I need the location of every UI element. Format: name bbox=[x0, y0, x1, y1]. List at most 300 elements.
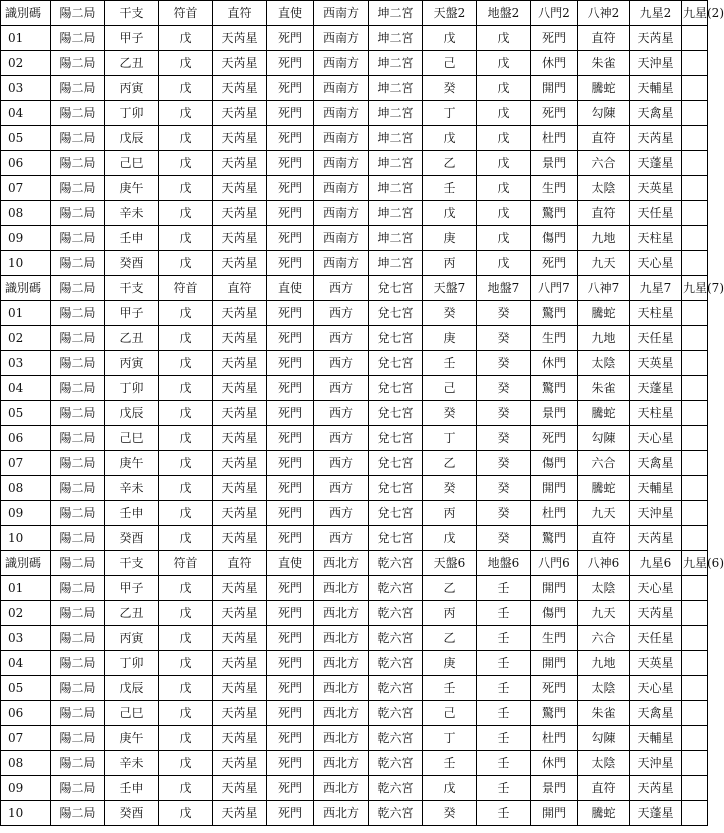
header-zhishi: 直使 bbox=[267, 1, 314, 26]
cell-tianpan: 丁 bbox=[423, 726, 477, 751]
cell-bashen: 太陰 bbox=[578, 576, 630, 601]
cell-zhishi: 死門 bbox=[267, 76, 314, 101]
cell-jiuxing-alt bbox=[682, 651, 708, 676]
cell-ju: 陽二局 bbox=[51, 676, 105, 701]
cell-jiuxing-alt bbox=[682, 301, 708, 326]
cell-zhifu: 天芮星 bbox=[213, 526, 267, 551]
cell-bamen: 死門 bbox=[531, 101, 578, 126]
cell-zhifu: 天芮星 bbox=[213, 576, 267, 601]
cell-id: 04 bbox=[1, 101, 51, 126]
header-ju: 陽二局 bbox=[51, 276, 105, 301]
cell-dipan: 癸 bbox=[477, 301, 531, 326]
cell-bamen: 死門 bbox=[531, 426, 578, 451]
header-zhifu: 直符 bbox=[213, 276, 267, 301]
cell-id: 07 bbox=[1, 451, 51, 476]
cell-jiuxing-alt bbox=[682, 751, 708, 776]
cell-bamen: 驚門 bbox=[531, 201, 578, 226]
cell-zhishi: 死門 bbox=[267, 701, 314, 726]
cell-direction: 西北方 bbox=[314, 576, 369, 601]
cell-jiuxing-alt bbox=[682, 326, 708, 351]
cell-dipan: 癸 bbox=[477, 426, 531, 451]
cell-palace: 兌七宮 bbox=[369, 526, 423, 551]
cell-tianpan: 戊 bbox=[423, 126, 477, 151]
cell-zhishi: 死門 bbox=[267, 126, 314, 151]
cell-palace: 坤二宮 bbox=[369, 226, 423, 251]
cell-direction: 西南方 bbox=[314, 101, 369, 126]
cell-bamen: 開門 bbox=[531, 476, 578, 501]
cell-bamen: 開門 bbox=[531, 76, 578, 101]
cell-ganzhi: 丁卯 bbox=[105, 651, 159, 676]
cell-bamen: 生門 bbox=[531, 176, 578, 201]
cell-bamen: 景門 bbox=[531, 151, 578, 176]
table-row bbox=[1, 726, 708, 751]
cell-zhifu: 天芮星 bbox=[213, 301, 267, 326]
header-palace: 乾六宮 bbox=[369, 551, 423, 576]
cell-zhifu: 天芮星 bbox=[213, 501, 267, 526]
cell-bashen: 直符 bbox=[578, 126, 630, 151]
cell-palace: 兌七宮 bbox=[369, 426, 423, 451]
cell-direction: 西方 bbox=[314, 351, 369, 376]
cell-ganzhi: 丙寅 bbox=[105, 76, 159, 101]
cell-tianpan: 丙 bbox=[423, 601, 477, 626]
header-ju: 陽二局 bbox=[51, 1, 105, 26]
cell-direction: 西方 bbox=[314, 301, 369, 326]
cell-direction: 西南方 bbox=[314, 226, 369, 251]
cell-ju: 陽二局 bbox=[51, 376, 105, 401]
header-zhifu: 直符 bbox=[213, 1, 267, 26]
cell-ganzhi: 戊辰 bbox=[105, 126, 159, 151]
header-ju: 陽二局 bbox=[51, 551, 105, 576]
cell-ju: 陽二局 bbox=[51, 701, 105, 726]
cell-dipan: 壬 bbox=[477, 751, 531, 776]
cell-jiuxing: 天沖星 bbox=[630, 751, 682, 776]
cell-zhishi: 死門 bbox=[267, 801, 314, 826]
cell-jiuxing-alt bbox=[682, 201, 708, 226]
cell-dipan: 癸 bbox=[477, 476, 531, 501]
cell-jiuxing: 天芮星 bbox=[630, 526, 682, 551]
cell-tianpan: 乙 bbox=[423, 451, 477, 476]
table-row bbox=[1, 476, 708, 501]
cell-jiuxing: 天芮星 bbox=[630, 126, 682, 151]
cell-bashen: 直符 bbox=[578, 201, 630, 226]
header-zhishi: 直使 bbox=[267, 276, 314, 301]
cell-palace: 坤二宮 bbox=[369, 26, 423, 51]
cell-jiuxing-alt bbox=[682, 26, 708, 51]
cell-fushou: 戊 bbox=[159, 626, 213, 651]
cell-bashen: 勾陳 bbox=[578, 101, 630, 126]
cell-fushou: 戊 bbox=[159, 526, 213, 551]
cell-fushou: 戊 bbox=[159, 801, 213, 826]
cell-jiuxing: 天芮星 bbox=[630, 601, 682, 626]
cell-fushou: 戊 bbox=[159, 151, 213, 176]
header-palace: 兌七宮 bbox=[369, 276, 423, 301]
table-row bbox=[1, 101, 708, 126]
header-dipan: 地盤2 bbox=[477, 1, 531, 26]
cell-palace: 乾六宮 bbox=[369, 726, 423, 751]
cell-zhishi: 死門 bbox=[267, 601, 314, 626]
cell-id: 07 bbox=[1, 176, 51, 201]
cell-ju: 陽二局 bbox=[51, 501, 105, 526]
cell-zhifu: 天芮星 bbox=[213, 151, 267, 176]
cell-zhifu: 天芮星 bbox=[213, 626, 267, 651]
cell-bashen: 九地 bbox=[578, 226, 630, 251]
header-jiuxing: 九星7 bbox=[630, 276, 682, 301]
header-zhishi: 直使 bbox=[267, 551, 314, 576]
cell-id: 10 bbox=[1, 801, 51, 826]
cell-fushou: 戊 bbox=[159, 201, 213, 226]
cell-zhifu: 天芮星 bbox=[213, 751, 267, 776]
cell-bashen: 太陰 bbox=[578, 351, 630, 376]
cell-ju: 陽二局 bbox=[51, 451, 105, 476]
cell-bamen: 景門 bbox=[531, 401, 578, 426]
cell-dipan: 壬 bbox=[477, 776, 531, 801]
cell-palace: 坤二宮 bbox=[369, 151, 423, 176]
cell-bamen: 杜門 bbox=[531, 126, 578, 151]
cell-zhishi: 死門 bbox=[267, 326, 314, 351]
cell-direction: 西北方 bbox=[314, 801, 369, 826]
cell-direction: 西北方 bbox=[314, 601, 369, 626]
cell-jiuxing: 天芮星 bbox=[630, 776, 682, 801]
header-dipan: 地盤6 bbox=[477, 551, 531, 576]
cell-id: 03 bbox=[1, 351, 51, 376]
cell-tianpan: 壬 bbox=[423, 351, 477, 376]
table-row bbox=[1, 401, 708, 426]
cell-bashen: 朱雀 bbox=[578, 51, 630, 76]
cell-id: 06 bbox=[1, 151, 51, 176]
cell-dipan: 戊 bbox=[477, 126, 531, 151]
cell-palace: 乾六宮 bbox=[369, 651, 423, 676]
cell-jiuxing-alt bbox=[682, 351, 708, 376]
cell-bamen: 杜門 bbox=[531, 726, 578, 751]
cell-ju: 陽二局 bbox=[51, 601, 105, 626]
cell-bamen: 生門 bbox=[531, 626, 578, 651]
header-bamen: 八門6 bbox=[531, 551, 578, 576]
cell-dipan: 癸 bbox=[477, 501, 531, 526]
cell-direction: 西北方 bbox=[314, 626, 369, 651]
cell-ganzhi: 辛未 bbox=[105, 476, 159, 501]
cell-ganzhi: 己巳 bbox=[105, 701, 159, 726]
table-row bbox=[1, 651, 708, 676]
cell-ganzhi: 甲子 bbox=[105, 576, 159, 601]
cell-tianpan: 癸 bbox=[423, 801, 477, 826]
cell-jiuxing-alt bbox=[682, 776, 708, 801]
cell-ju: 陽二局 bbox=[51, 201, 105, 226]
cell-jiuxing-alt bbox=[682, 801, 708, 826]
cell-jiuxing: 天禽星 bbox=[630, 451, 682, 476]
cell-jiuxing: 天輔星 bbox=[630, 476, 682, 501]
cell-bashen: 九地 bbox=[578, 326, 630, 351]
header-jiuxing-alt: 九星(7) bbox=[682, 276, 708, 301]
cell-palace: 乾六宮 bbox=[369, 601, 423, 626]
cell-fushou: 戊 bbox=[159, 751, 213, 776]
cell-bashen: 直符 bbox=[578, 776, 630, 801]
cell-bashen: 騰蛇 bbox=[578, 476, 630, 501]
cell-palace: 乾六宮 bbox=[369, 626, 423, 651]
cell-tianpan: 丙 bbox=[423, 251, 477, 276]
header-ganzhi: 干支 bbox=[105, 1, 159, 26]
cell-direction: 西南方 bbox=[314, 251, 369, 276]
cell-zhishi: 死門 bbox=[267, 676, 314, 701]
cell-jiuxing-alt bbox=[682, 51, 708, 76]
table-row bbox=[1, 426, 708, 451]
cell-fushou: 戊 bbox=[159, 451, 213, 476]
cell-dipan: 壬 bbox=[477, 801, 531, 826]
table-row bbox=[1, 526, 708, 551]
header-id: 識別碼 bbox=[1, 551, 51, 576]
cell-jiuxing-alt bbox=[682, 401, 708, 426]
cell-dipan: 癸 bbox=[477, 326, 531, 351]
cell-dipan: 戊 bbox=[477, 51, 531, 76]
table-row bbox=[1, 776, 708, 801]
cell-bamen: 驚門 bbox=[531, 376, 578, 401]
cell-bashen: 太陰 bbox=[578, 751, 630, 776]
cell-bashen: 騰蛇 bbox=[578, 401, 630, 426]
cell-bashen: 朱雀 bbox=[578, 701, 630, 726]
cell-bamen: 死門 bbox=[531, 676, 578, 701]
table-row bbox=[1, 676, 708, 701]
cell-zhifu: 天芮星 bbox=[213, 226, 267, 251]
cell-id: 02 bbox=[1, 51, 51, 76]
cell-jiuxing: 天柱星 bbox=[630, 401, 682, 426]
cell-ganzhi: 戊辰 bbox=[105, 401, 159, 426]
header-id: 識別碼 bbox=[1, 276, 51, 301]
table-row bbox=[1, 51, 708, 76]
cell-zhishi: 死門 bbox=[267, 301, 314, 326]
cell-jiuxing-alt bbox=[682, 101, 708, 126]
cell-id: 07 bbox=[1, 726, 51, 751]
cell-jiuxing: 天任星 bbox=[630, 201, 682, 226]
cell-fushou: 戊 bbox=[159, 601, 213, 626]
cell-direction: 西方 bbox=[314, 476, 369, 501]
cell-ganzhi: 庚午 bbox=[105, 176, 159, 201]
cell-zhifu: 天芮星 bbox=[213, 26, 267, 51]
cell-ganzhi: 癸酉 bbox=[105, 526, 159, 551]
cell-bamen: 杜門 bbox=[531, 501, 578, 526]
cell-direction: 西南方 bbox=[314, 126, 369, 151]
cell-zhishi: 死門 bbox=[267, 101, 314, 126]
cell-jiuxing-alt bbox=[682, 601, 708, 626]
cell-fushou: 戊 bbox=[159, 476, 213, 501]
cell-id: 04 bbox=[1, 651, 51, 676]
cell-palace: 兌七宮 bbox=[369, 476, 423, 501]
cell-jiuxing-alt bbox=[682, 676, 708, 701]
cell-ju: 陽二局 bbox=[51, 401, 105, 426]
cell-ganzhi: 庚午 bbox=[105, 451, 159, 476]
cell-zhishi: 死門 bbox=[267, 651, 314, 676]
cell-direction: 西方 bbox=[314, 451, 369, 476]
cell-zhifu: 天芮星 bbox=[213, 651, 267, 676]
cell-jiuxing: 天心星 bbox=[630, 251, 682, 276]
cell-dipan: 戊 bbox=[477, 176, 531, 201]
cell-bamen: 驚門 bbox=[531, 526, 578, 551]
cell-fushou: 戊 bbox=[159, 101, 213, 126]
header-id: 識別碼 bbox=[1, 1, 51, 26]
cell-palace: 兌七宮 bbox=[369, 451, 423, 476]
cell-fushou: 戊 bbox=[159, 326, 213, 351]
table-row bbox=[1, 751, 708, 776]
cell-ju: 陽二局 bbox=[51, 626, 105, 651]
cell-tianpan: 壬 bbox=[423, 751, 477, 776]
cell-jiuxing: 天蓬星 bbox=[630, 801, 682, 826]
cell-zhishi: 死門 bbox=[267, 576, 314, 601]
header-direction: 西方 bbox=[314, 276, 369, 301]
cell-tianpan: 乙 bbox=[423, 576, 477, 601]
cell-bashen: 朱雀 bbox=[578, 376, 630, 401]
header-tianpan: 天盤7 bbox=[423, 276, 477, 301]
table-row bbox=[1, 26, 708, 51]
cell-ju: 陽二局 bbox=[51, 51, 105, 76]
cell-bashen: 九地 bbox=[578, 651, 630, 676]
cell-zhishi: 死門 bbox=[267, 476, 314, 501]
cell-id: 05 bbox=[1, 401, 51, 426]
cell-jiuxing-alt bbox=[682, 451, 708, 476]
cell-direction: 西南方 bbox=[314, 151, 369, 176]
cell-jiuxing: 天英星 bbox=[630, 176, 682, 201]
cell-zhishi: 死門 bbox=[267, 251, 314, 276]
cell-id: 02 bbox=[1, 601, 51, 626]
cell-tianpan: 癸 bbox=[423, 301, 477, 326]
cell-tianpan: 乙 bbox=[423, 626, 477, 651]
cell-bamen: 生門 bbox=[531, 326, 578, 351]
cell-jiuxing-alt bbox=[682, 526, 708, 551]
table-row bbox=[1, 601, 708, 626]
cell-bashen: 直符 bbox=[578, 526, 630, 551]
cell-bashen: 六合 bbox=[578, 151, 630, 176]
cell-bashen: 騰蛇 bbox=[578, 76, 630, 101]
cell-bashen: 六合 bbox=[578, 451, 630, 476]
cell-ganzhi: 庚午 bbox=[105, 726, 159, 751]
cell-ju: 陽二局 bbox=[51, 26, 105, 51]
cell-bamen: 休門 bbox=[531, 351, 578, 376]
cell-tianpan: 己 bbox=[423, 376, 477, 401]
header-fushou: 符首 bbox=[159, 276, 213, 301]
cell-zhifu: 天芮星 bbox=[213, 676, 267, 701]
cell-bashen: 太陰 bbox=[578, 176, 630, 201]
cell-jiuxing-alt bbox=[682, 76, 708, 101]
cell-palace: 兌七宮 bbox=[369, 301, 423, 326]
cell-zhishi: 死門 bbox=[267, 451, 314, 476]
cell-fushou: 戊 bbox=[159, 651, 213, 676]
header-bashen: 八神7 bbox=[578, 276, 630, 301]
cell-ganzhi: 己巳 bbox=[105, 426, 159, 451]
cell-bashen: 九天 bbox=[578, 501, 630, 526]
cell-ganzhi: 癸酉 bbox=[105, 801, 159, 826]
cell-jiuxing: 天英星 bbox=[630, 651, 682, 676]
cell-ju: 陽二局 bbox=[51, 726, 105, 751]
cell-zhifu: 天芮星 bbox=[213, 251, 267, 276]
cell-ju: 陽二局 bbox=[51, 426, 105, 451]
header-zhifu: 直符 bbox=[213, 551, 267, 576]
cell-palace: 兌七宮 bbox=[369, 376, 423, 401]
cell-direction: 西北方 bbox=[314, 751, 369, 776]
cell-palace: 兌七宮 bbox=[369, 401, 423, 426]
header-direction: 西南方 bbox=[314, 1, 369, 26]
cell-jiuxing: 天心星 bbox=[630, 576, 682, 601]
cell-ganzhi: 辛未 bbox=[105, 201, 159, 226]
cell-bamen: 死門 bbox=[531, 26, 578, 51]
cell-dipan: 壬 bbox=[477, 676, 531, 701]
cell-tianpan: 庚 bbox=[423, 651, 477, 676]
cell-palace: 坤二宮 bbox=[369, 51, 423, 76]
cell-ganzhi: 癸酉 bbox=[105, 251, 159, 276]
header-palace: 坤二宮 bbox=[369, 1, 423, 26]
cell-zhifu: 天芮星 bbox=[213, 601, 267, 626]
cell-dipan: 壬 bbox=[477, 601, 531, 626]
cell-ju: 陽二局 bbox=[51, 176, 105, 201]
cell-jiuxing: 天蓬星 bbox=[630, 151, 682, 176]
table-row bbox=[1, 126, 708, 151]
table-row bbox=[1, 451, 708, 476]
cell-jiuxing-alt bbox=[682, 176, 708, 201]
header-jiuxing-alt: 九星(6) bbox=[682, 551, 708, 576]
cell-bamen: 休門 bbox=[531, 751, 578, 776]
cell-tianpan: 戊 bbox=[423, 776, 477, 801]
cell-zhifu: 天芮星 bbox=[213, 376, 267, 401]
table-row bbox=[1, 576, 708, 601]
cell-dipan: 壬 bbox=[477, 626, 531, 651]
cell-ganzhi: 乙丑 bbox=[105, 601, 159, 626]
cell-direction: 西北方 bbox=[314, 651, 369, 676]
cell-jiuxing: 天蓬星 bbox=[630, 376, 682, 401]
cell-tianpan: 丁 bbox=[423, 101, 477, 126]
cell-zhishi: 死門 bbox=[267, 401, 314, 426]
cell-zhishi: 死門 bbox=[267, 776, 314, 801]
cell-dipan: 癸 bbox=[477, 376, 531, 401]
cell-dipan: 壬 bbox=[477, 651, 531, 676]
cell-jiuxing: 天禽星 bbox=[630, 101, 682, 126]
cell-jiuxing: 天任星 bbox=[630, 626, 682, 651]
cell-jiuxing-alt bbox=[682, 501, 708, 526]
cell-id: 08 bbox=[1, 476, 51, 501]
cell-zhifu: 天芮星 bbox=[213, 476, 267, 501]
cell-direction: 西南方 bbox=[314, 201, 369, 226]
cell-tianpan: 丙 bbox=[423, 501, 477, 526]
cell-palace: 乾六宮 bbox=[369, 701, 423, 726]
cell-direction: 西北方 bbox=[314, 676, 369, 701]
cell-direction: 西方 bbox=[314, 376, 369, 401]
cell-palace: 坤二宮 bbox=[369, 251, 423, 276]
cell-ganzhi: 戊辰 bbox=[105, 676, 159, 701]
cell-palace: 乾六宮 bbox=[369, 751, 423, 776]
cell-tianpan: 癸 bbox=[423, 401, 477, 426]
cell-jiuxing-alt bbox=[682, 376, 708, 401]
cell-jiuxing-alt bbox=[682, 626, 708, 651]
header-ganzhi: 干支 bbox=[105, 276, 159, 301]
cell-jiuxing: 天心星 bbox=[630, 426, 682, 451]
cell-zhifu: 天芮星 bbox=[213, 426, 267, 451]
cell-bamen: 休門 bbox=[531, 51, 578, 76]
cell-zhifu: 天芮星 bbox=[213, 401, 267, 426]
cell-tianpan: 己 bbox=[423, 701, 477, 726]
cell-tianpan: 戊 bbox=[423, 26, 477, 51]
cell-zhifu: 天芮星 bbox=[213, 176, 267, 201]
cell-palace: 坤二宮 bbox=[369, 176, 423, 201]
cell-direction: 西方 bbox=[314, 426, 369, 451]
cell-zhifu: 天芮星 bbox=[213, 326, 267, 351]
cell-ju: 陽二局 bbox=[51, 326, 105, 351]
cell-fushou: 戊 bbox=[159, 401, 213, 426]
cell-fushou: 戊 bbox=[159, 576, 213, 601]
header-fushou: 符首 bbox=[159, 551, 213, 576]
cell-tianpan: 癸 bbox=[423, 476, 477, 501]
cell-zhishi: 死門 bbox=[267, 626, 314, 651]
cell-jiuxing-alt bbox=[682, 426, 708, 451]
cell-jiuxing-alt bbox=[682, 701, 708, 726]
header-jiuxing: 九星6 bbox=[630, 551, 682, 576]
cell-dipan: 壬 bbox=[477, 576, 531, 601]
cell-id: 03 bbox=[1, 626, 51, 651]
cell-fushou: 戊 bbox=[159, 301, 213, 326]
